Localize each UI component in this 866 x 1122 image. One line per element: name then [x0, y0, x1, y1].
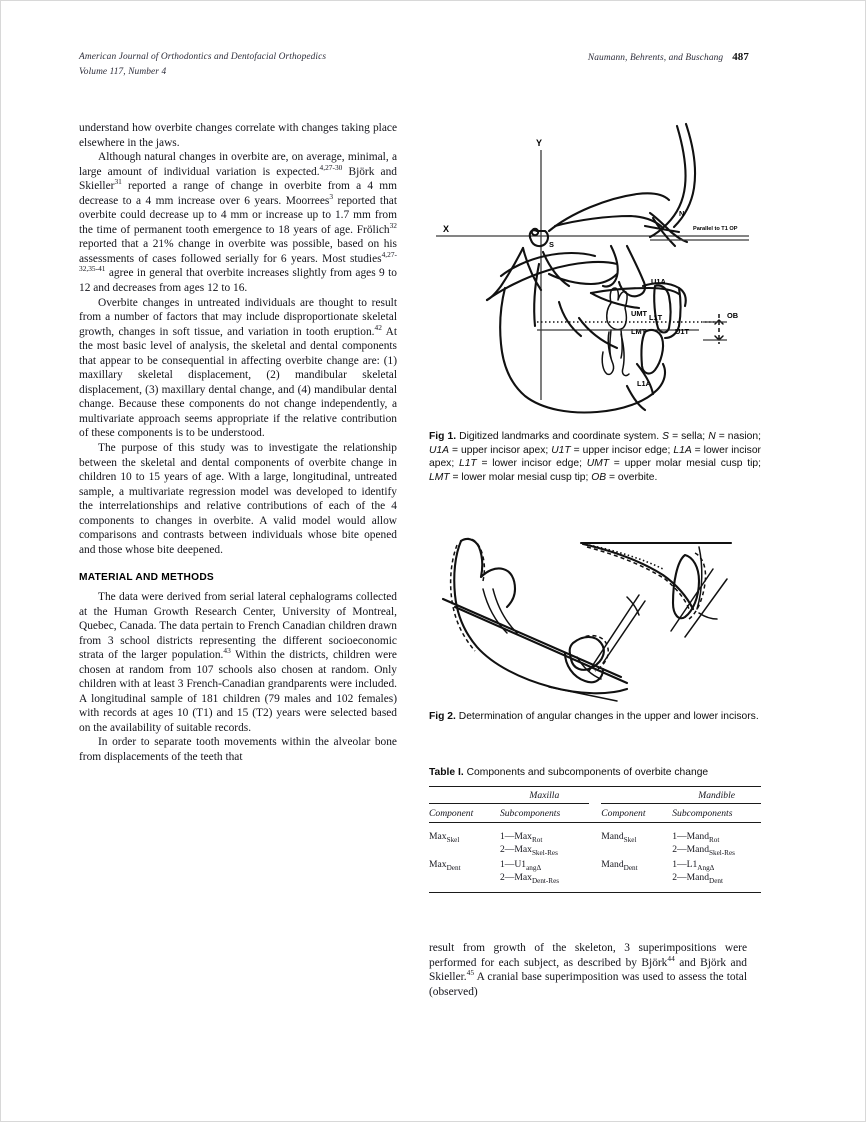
para-superimpositions: result from growth of the skeleton, 3 superimpositions were performed for each subject, as described by Björk$^{44}$ and Björk and Skieller.$^{45}$ A cranial base superimposition was used to assess the total (observed) — [429, 942, 747, 998]
cell-mandible-component: Mand$_{Skel}$ — [601, 830, 637, 844]
table-1-column-header-row — [429, 803, 761, 822]
running-head-authors: Naumann, Behrents, and Buschang — [587, 53, 724, 63]
cell-spacer — [589, 857, 602, 885]
landmark-label-lmt: LMT — [631, 327, 647, 336]
figure-1-caption — [429, 430, 761, 484]
col-header-mandible-subcomponents: Subcomponents — [672, 807, 733, 819]
cell-mandible-component: Mand$_{Dent}$ — [601, 858, 638, 872]
table-1-block — [429, 766, 761, 893]
table-1-body — [429, 822, 761, 892]
figure-2-illustration — [431, 535, 761, 707]
group-header-mandible-a — [601, 786, 672, 803]
para-data-derived: The data were derived from serial lateral cephalograms collected at the Human Growth Research Center, University of Montreal, Quebec, Canada. The data pertain to French Canadian children drawn from 3 school districts representing the different socioeconomic strata of the larger population.$^{43}$ Within the districts, children were chosen at random from 107 schools also chosen at random. Only children with at least 3 French-Canadian grandparents were included. A longitudinal sample of 181 children (79 males and 102 females) with records at ages 10 (T1) and 15 (T2) years were selected based on the availability of suitable records. — [79, 590, 397, 734]
group-header-maxilla: Maxilla — [500, 786, 589, 803]
cell-maxilla-component: Max$_{Dent}$ — [429, 858, 461, 872]
landmark-label-u1t: U1T — [675, 327, 689, 336]
table-1-label: Table I. — [429, 767, 464, 778]
para-purpose: The purpose of this study was to investigate the relationship between the skeletal and dental components of overbite change in children 10 to 15 years of age. With a large, longitudinal, untreated sample, a multivariate regression model was developed to identify the interrelationships and relative contributions of each of the 4 components to changes in overbite. A valid model would allow comparisons and contrasts between individuals whose bite opened and those whose bite deepened. — [79, 442, 397, 556]
group-header-maxilla-a — [429, 786, 500, 803]
table-1-head — [429, 786, 761, 822]
page-number: 487 — [732, 51, 749, 63]
label-parallel-to-t1-op: Parallel to T1 OP — [693, 226, 738, 232]
section-heading-material-and-methods: MATERIAL AND METHODS — [79, 572, 214, 584]
cell-spacer — [589, 822, 602, 857]
running-head-authors-block — [588, 50, 749, 66]
table-row — [429, 857, 761, 885]
journal-title: American Journal of Orthodontics and Dentofacial Orthopedics — [79, 52, 327, 62]
col-header-spacer — [589, 803, 602, 822]
table-1-bottom-rule-row — [429, 885, 761, 893]
cephalometric-tracing-svg — [431, 118, 761, 418]
cell-maxilla-component: Max$_{Skel}$ — [429, 830, 460, 844]
table-1-spacer-cell — [589, 786, 602, 803]
axis-label-y: Y — [535, 138, 543, 148]
landmark-label-sella: S — [549, 240, 554, 249]
para-natural-changes: Although natural changes in overbite are, on average, minimal, a large amount of individual variation is expected.$^{4,27-30}$ Björk and Skieller$^{31}$ reported a range of change in overbite from a 4 mm decrease to a 4 mm increase over 6 years. Moorrees$^3$ reported that overbite could decrease up to 4 mm or increase up to 1.7 mm from the time of permanent tooth emergence to 18 years of age. Frölich$^{32}$ reported that a 21% change in overbite was possible, based on his assessments of cases followed serially for 6 years. Most studies$^{4,27-32,35-41}$ agree in general that overbite increases slightly from ages 9 to 12 and decreases from ages 12 to 16. — [79, 151, 397, 295]
table-1-group-header-row — [429, 786, 761, 803]
landmark-label-l1t: L1T — [649, 313, 663, 322]
landmark-label-l1a: L1A — [637, 379, 651, 388]
running-head — [79, 50, 749, 79]
figure-2-caption-text: Determination of angular changes in the upper and lower incisors. — [458, 711, 759, 722]
para-in-order: In order to separate tooth movements within the alveolar bone from displacements of the teeth that — [79, 736, 397, 763]
figure-1-caption-text: Digitized landmarks and coordinate system. S = sella; N = nasion; U1A = upper incisor apex; U1T = upper incisor edge; L1A = lower incisor apex; L1T = lower incisor edge; UMT = upper molar mesial cusp tip; LMT = lower molar mesial cusp tip; OB = overbite. — [429, 431, 761, 483]
group-header-mandible: Mandible — [672, 786, 761, 803]
journal-volume: Volume 117, Number 4 — [79, 66, 167, 77]
table-1-title — [429, 766, 761, 780]
left-column — [79, 121, 397, 765]
cell-mandible-subcomponents: 1—Mand$_{Rot}$ 2—Mand$_{Skel-Res}$ — [672, 830, 735, 857]
cell-maxilla-subcomponents: 1—Max$_{Rot}$ 2—Max$_{Skel-Res}$ — [499, 830, 558, 857]
figure-1-label: Fig 1. — [429, 431, 457, 442]
figure-2-label: Fig 2. — [429, 711, 456, 722]
figure-2-caption — [429, 710, 761, 724]
incisor-angular-change-svg — [431, 535, 761, 707]
table-row — [429, 822, 761, 857]
figure-1-illustration — [431, 118, 761, 418]
axis-label-x: X — [443, 224, 450, 234]
col-header-maxilla-subcomponents: Subcomponents — [499, 807, 561, 819]
para-continuation: understand how overbite changes correlate with changes taking place elsewhere in the jaws. — [79, 122, 397, 149]
landmark-label-ob: OB — [727, 311, 739, 320]
landmark-label-nasion: N — [679, 209, 685, 218]
col-header-maxilla-component: Component — [429, 807, 474, 819]
cell-maxilla-subcomponents: $1—U1_{ang\Delta}$ 2—Max$_{Dent-Res}$ — [499, 858, 560, 885]
col-header-mandible-component: Component — [601, 807, 646, 819]
cell-mandible-subcomponents: $1—L1_{Ang\Delta}$ 2—Mand$_{Dent}$ — [672, 858, 723, 885]
table-1-title-text: Components and subcomponents of overbite change — [466, 767, 709, 778]
landmark-label-umt: UMT — [631, 309, 648, 318]
para-untreated: Overbite changes in untreated individuals are thought to result from a number of factors that may include disproportionate skeletal growth, changes in soft tissue, and variation in tooth eruption.$^{42}$ At the most basic level of analysis, the skeletal and dental components that appear to be consequential in affecting overbite change are: (1) maxillary skeletal displacement, (2) mandibular skeletal displacement, (3) maxillary dental change, and (4) mandibular dental change. Because these components do not change independently, a multivariate approach seems appropriate if the relative contribution of these components is to be understood. — [79, 296, 398, 440]
table-1 — [429, 786, 761, 893]
running-head-journal — [79, 50, 326, 79]
right-column-bottom — [429, 941, 747, 999]
landmark-label-u1a: U1A — [651, 277, 666, 286]
